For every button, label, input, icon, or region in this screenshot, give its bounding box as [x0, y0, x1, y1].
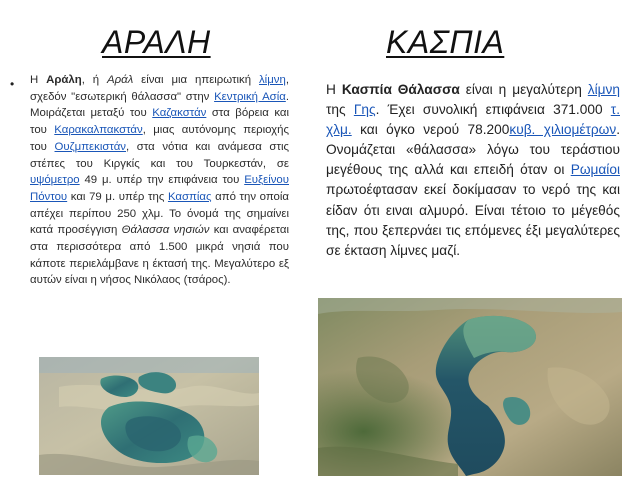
text-run: πρωτοέφτασαν εκεί δοκίμασαν το νερό της και είδαν ότι ειναι αλμυρό. Είναι τέτοιο το μέγεθός της, που ξεπερνάει τις επόμενες έξι μεγαλύτερες σε έκταση λίμνες μαζί. — [326, 182, 620, 258]
text-run: , στα νότια και ανάμεσα στις στέπες του Κιργκίς και του Τουρκεστάν, σε — [30, 140, 289, 170]
text-run: είναι η μεγαλύτερη — [459, 82, 588, 97]
text-run: , σχεδόν "εσωτερική θάλασσα" στην — [30, 74, 289, 103]
link-limni[interactable]: λίμνη — [587, 82, 621, 97]
link-square-km[interactable]: τ. χλμ. — [326, 102, 620, 138]
link-uzbekistan[interactable]: Ουζμπεκιστάν — [54, 140, 127, 153]
caspian-title: ΚΑΣΠΙΑ — [386, 24, 505, 60]
link-black-sea[interactable]: Ευξείνου Πόντου — [30, 174, 289, 203]
aral-sea-satellite-image — [39, 357, 259, 475]
link-kazakhstan[interactable]: Καζακστάν — [152, 107, 207, 120]
text-run: και αναφέρεται στα περισσότερα από 1.500 μικρά νησιά που κάποτε περιελάμβανε η έκτασή της. Μεγαλύτερο εξ αυτών είναι η νήσος Νικόλαος (τσάρος). — [30, 224, 289, 287]
link-limni[interactable]: λίμνη — [258, 74, 286, 86]
link-caspian[interactable]: Κασπίας — [167, 190, 212, 203]
bullet-marker: • — [10, 77, 15, 91]
text-run: της — [326, 102, 354, 118]
text-run: και όγκο νερού 78.200 — [351, 122, 510, 138]
text-run: , ή — [81, 74, 107, 86]
sea-of-islands: Θάλασσα νησιών — [121, 224, 210, 237]
text-run: είναι μια ηπειρωτική — [133, 74, 259, 86]
text-run: . Έχει συνολική επιφάνεια 371.000 — [375, 102, 611, 118]
link-cubic-km[interactable]: κυβ. χιλιομέτρων — [509, 122, 617, 138]
text-run: από την οποία απέχει περίπου 250 χλμ. Το όνομά της σημαίνει κατά προσέγγιση — [30, 190, 289, 237]
aral-alt-name: Αράλ — [107, 74, 134, 86]
text-run: στα βόρεια και του — [30, 107, 289, 137]
aral-paragraph — [30, 72, 289, 289]
link-altitude[interactable]: υψόμετρο — [30, 174, 80, 187]
caspian-name: Κασπία Θάλασσα — [341, 82, 460, 97]
text-run: 49 μ. υπέρ την επιφάνεια του — [79, 174, 245, 187]
text-run: και 79 μ. υπέρ της — [67, 190, 168, 203]
text-run: , μιας αυτόνομης περιοχής του — [30, 124, 289, 153]
link-karakalpakstan[interactable]: Καρακαλπακστάν — [54, 124, 143, 137]
link-earth[interactable]: Γης — [353, 102, 376, 118]
aral-name: Αράλη — [46, 74, 82, 86]
text-run: Η — [326, 82, 342, 97]
link-central-asia[interactable]: Κεντρική Ασία — [214, 90, 286, 103]
aral-title: ΑΡΑΛΗ — [102, 24, 211, 60]
text-run: . Μοιράζεται μεταξύ του — [30, 90, 289, 120]
caspian-paragraph — [326, 80, 620, 261]
text-run: . Ονομάζεται «θάλασσα» λόγω του τεράστιου μεγέθους της αλλά και επειδή όταν οι — [326, 122, 621, 178]
text-run: Η — [30, 74, 47, 86]
link-romans[interactable]: Ρωμαίοι — [570, 162, 620, 178]
caspian-sea-satellite-image — [318, 298, 622, 476]
